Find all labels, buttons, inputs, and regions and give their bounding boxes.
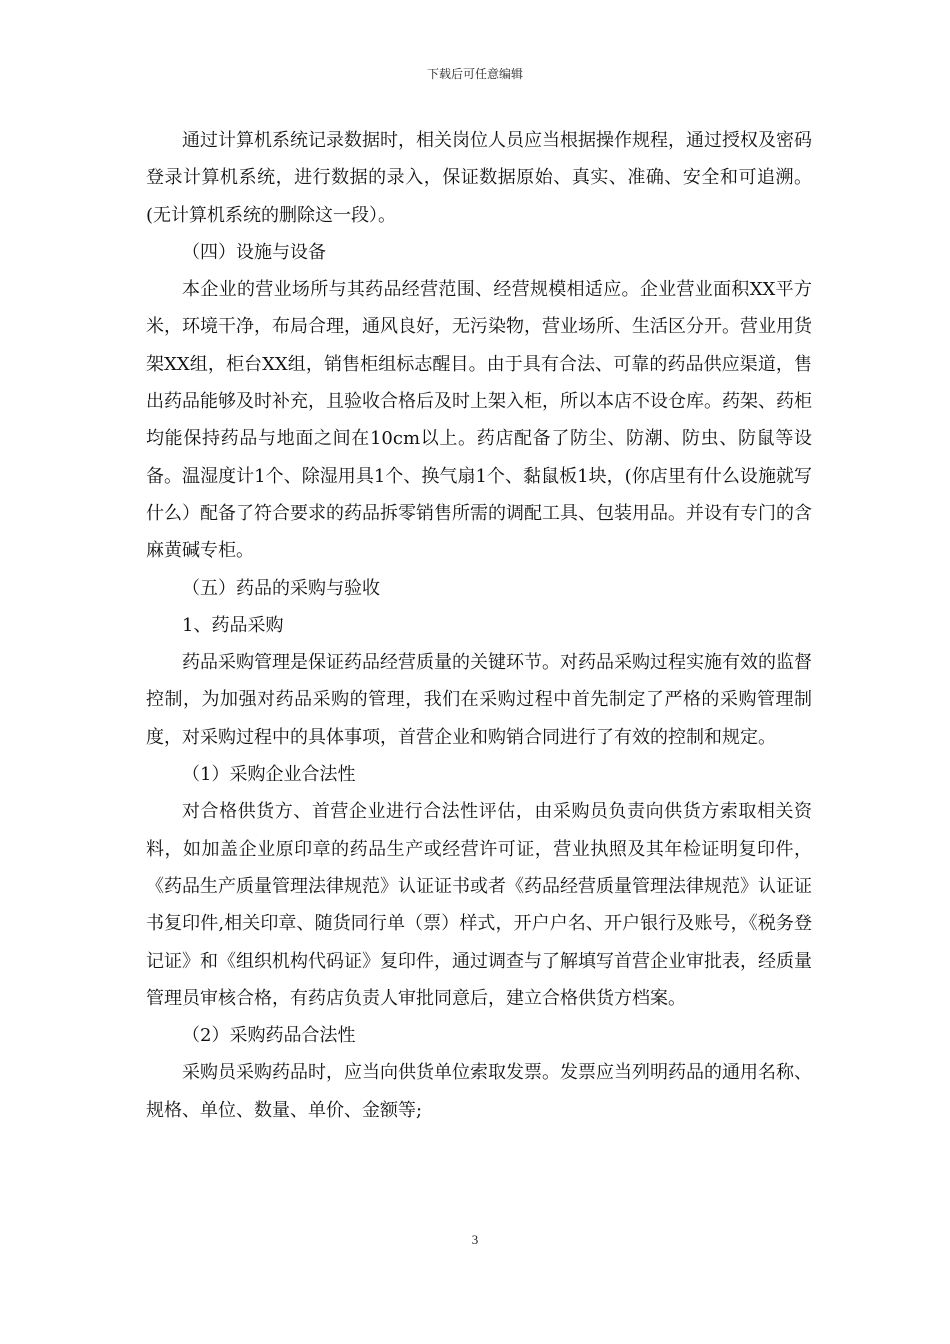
paragraph-supplier-legality: 对合格供货方、首营企业进行合法性评估，由采购员负责向供货方索取相关资料，如加盖企业原印章的药品生产或经营许可证，营业执照及其年检证明复印件，《药品生产质量管理法律规范》认证证书或者《药品经营质量管理法律规范》认证证书复印件,相关印章、随货同行单（票）样式，开户户名、开户银行及账号，《税务登记证》和《组织机构代码证》复印件，通过调查与了解填写首营企业审批表，经质量管理员审核合格，有药店负责人审批同意后，建立合格供货方档案。 <box>146 801 812 1009</box>
page-header: 下载后可任意编辑 <box>426 67 523 81</box>
section-heading-procurement: （五）药品的采购与验收 <box>182 577 380 599</box>
paragraph-data-entry: 通过计算机系统记录数据时，相关岗位人员应当根据操作规程，通过授权及密码登录计算机系统，进行数据的录入，保证数据原始、真实、准确、安全和可追溯。(无计算机系统的删除这一段）。 <box>146 130 812 226</box>
document-body <box>146 122 812 1129</box>
paragraph-facilities: 本企业的营业场所与其药品经营范围、经营规模相适应。企业营业面积XX平方米，环境干净，布局合理，通风良好，无污染物，营业场所、生活区分开。营业用货架XX组，柜台XX组，销售柜组标志醒目。由于具有合法、可靠的药品供应渠道，售出药品能够及时补充，且验收合格后及时上架入柜，所以本店不设仓库。药架、药柜均能保持药品与地面之间在10cm以上。药店配备了防尘、防潮、防虫、防鼠等设备。温湿度计1个、除湿用具1个、换气扇1个、黏鼠板1块，(你店里有什么设施就写什么）配备了符合要求的药品拆零销售所需的调配工具、包装用品。并设有专门的含麻黄碱专柜。 <box>146 279 812 562</box>
subheading-drug-legality: （2）采购药品合法性 <box>182 1025 356 1047</box>
paragraph-drug-legality: 采购员采购药品时，应当向供货单位索取发票。发票应当列明药品的通用名称、规格、单位、数量、单价、金额等; <box>146 1062 812 1121</box>
page-number: 3 <box>471 1232 479 1247</box>
paragraph-purchase-management: 药品采购管理是保证药品经营质量的关键环节。对药品采购过程实施有效的监督控制，为加强对药品采购的管理，我们在采购过程中首先制定了严格的采购管理制度，对采购过程中的具体事项，首营企业和购销合同进行了有效的控制和规定。 <box>146 652 812 748</box>
subheading-supplier-legality: （1）采购企业合法性 <box>182 764 356 786</box>
subheading-drug-purchase: 1、药品采购 <box>182 614 284 636</box>
section-heading-facilities: （四）设施与设备 <box>182 241 326 263</box>
